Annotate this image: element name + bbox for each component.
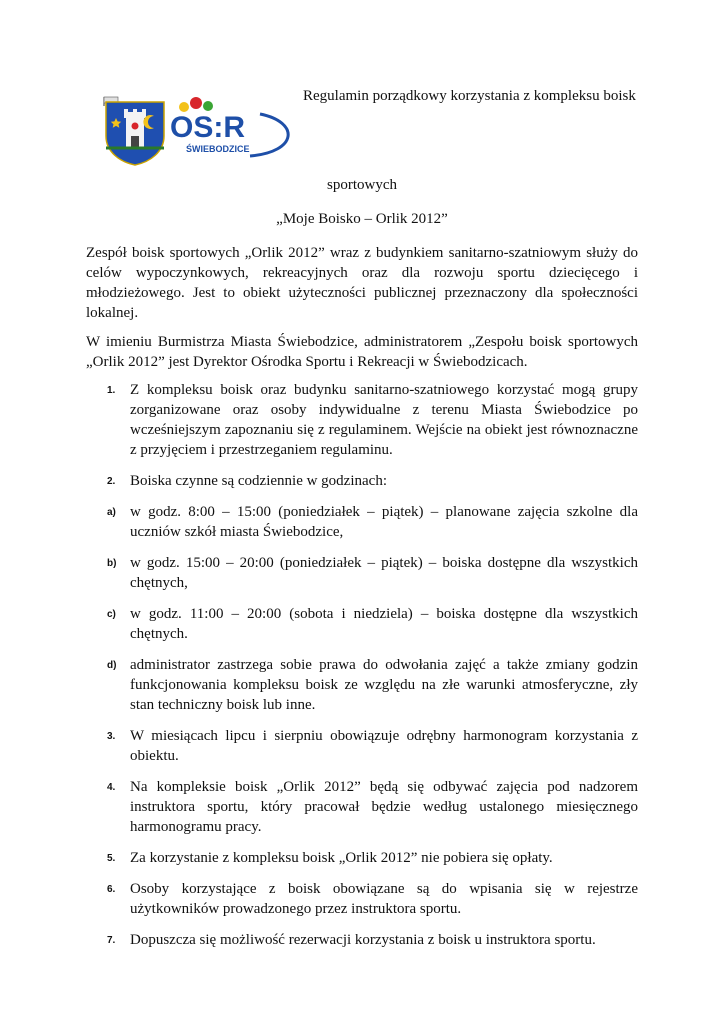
list-item [86,553,638,593]
document-title-line1: Regulamin porządkowy korzystania z kompleksu boisk [303,88,636,104]
intro-paragraph: Zespół boisk sportowych „Orlik 2012” wraz z budynkiem sanitarno-szatniowym służy do celów wypoczynkowych, rekreacyjnych oraz dla rozwoju sportu dziecięcego i młodzieżowego. Jest to obiekt użyteczności publicznej przeznaczony dla społeczności lokalnej. [86,245,638,321]
list-marker: 1. [107,385,116,396]
list-item [86,604,638,644]
list-item-text: Osoby korzystające z boisk obowiązane są do wpisania się w rejestrze użytkowników prowadzonego przez instruktora sportu. [130,881,638,917]
regulation-list [86,380,638,950]
list-item-text: Z kompleksu boisk oraz budynku sanitarno-szatniowego korzystać mogą grupy zorganizowane oraz osoby indywidualne z terenu Miasta Świebodzice po wcześniejszym zapoznaniu się z regulaminem. Wejście na obiekt jest równoznaczne z przyjęciem i przestrzeganiem regulaminu. [130,382,638,458]
list-item-text: Dopuszcza się możliwość rezerwacji korzystania z boisk u instruktora sportu. [130,932,596,948]
list-marker: 6. [107,884,116,895]
list-marker: a) [107,507,116,518]
header-logos [100,94,300,166]
logo-swoosh [250,114,288,156]
coat-of-arms-icon [106,102,164,165]
list-marker: b) [107,558,117,569]
logo-dot-green [203,101,213,111]
logo-dot-red [190,97,202,109]
list-item-text: w godz. 15:00 – 20:00 (poniedziałek – piątek) – boiska dostępne dla wszystkich chętnych, [130,555,638,591]
list-item [86,502,638,542]
list-marker: d) [107,660,117,671]
list-item [86,879,638,919]
list-marker: 2. [107,476,116,487]
list-marker: c) [107,609,116,620]
list-item [86,848,638,868]
list-item [86,726,638,766]
administrator-paragraph: W imieniu Burmistrza Miasta Świebodzice, administratorem „Zespołu boisk sportowych „Orlik 2012” jest Dyrektor Ośrodka Sportu i Rekreacji w Świebodzicach. [86,334,638,370]
list-item-text: Na kompleksie boisk „Orlik 2012” będą się odbywać zajęcia pod nadzorem instruktora sportu, który pracował będzie według ustalonego miesięcznego harmonogramu pracy. [130,779,638,835]
list-marker: 4. [107,782,116,793]
list-item [86,380,638,460]
list-item-text: w godz. 11:00 – 20:00 (sobota i niedziela) – boiska dostępne dla wszystkich chętnych. [130,606,638,642]
list-item [86,471,638,491]
list-item [86,930,638,950]
osir-logo-text: OS:R [170,111,245,144]
list-item-text: W miesiącach lipcu i sierpniu obowiązuje odrębny harmonogram korzystania z obiektu. [130,728,638,764]
document-title-line2: sportowych [327,177,397,193]
list-item [86,655,638,715]
list-marker: 3. [107,731,116,742]
document-title-line3: „Moje Boisko – Orlik 2012” [276,211,448,227]
list-item-text: Za korzystanie z kompleksu boisk „Orlik 2012” nie pobiera się opłaty. [130,850,553,866]
list-marker: 7. [107,935,116,946]
list-item-text: Boiska czynne są codziennie w godzinach: [130,473,387,489]
list-item-text: administrator zastrzega sobie prawa do odwołania zajęć a także zmiany godzin funkcjonowania kompleksu boisk ze względu na złe warunki atmosferyczne, zły stan techniczny boisk lub inne. [130,657,638,713]
list-marker: 5. [107,853,116,864]
logo-group [100,94,300,166]
list-item-text: w godz. 8:00 – 15:00 (poniedziałek – piątek) – planowane zajęcia szkolne dla uczniów szkół miasta Świebodzice, [130,504,638,540]
list-item [86,777,638,837]
osir-logo-subtext: ŚWIEBODZICE [186,144,250,154]
